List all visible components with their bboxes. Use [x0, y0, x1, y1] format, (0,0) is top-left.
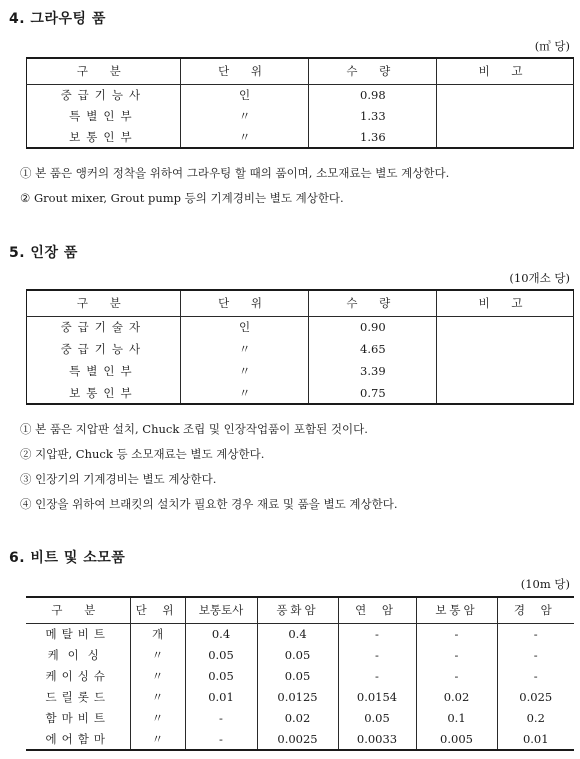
row-unit: 〃: [180, 126, 309, 148]
row-name: 에어함마: [45, 731, 110, 746]
section-4-note-1: ① 본 품은 앵커의 정착을 위하여 그라우팅 할 때의 품이며, 소모재료는 별도 계상한다.: [20, 166, 450, 180]
row-unit: 〃: [180, 382, 309, 404]
header-category: 구 분: [51, 603, 105, 618]
table-row: [27, 105, 574, 126]
section-5-title: 5. 인장 품: [9, 245, 78, 261]
header-unit: 단 위: [180, 58, 309, 84]
table-row: [26, 686, 574, 707]
row-remarks: [437, 316, 574, 338]
header-weathered-rock: 풍화암: [257, 597, 338, 623]
row-value: -: [497, 623, 574, 644]
header-unit: 단 위: [130, 597, 185, 623]
row-value: 0.0125: [257, 686, 338, 707]
row-name: 드릴롯드: [45, 689, 110, 704]
row-name: 특별인부: [69, 108, 138, 123]
row-unit: 〃: [130, 686, 185, 707]
row-name: 특별인부: [69, 364, 138, 378]
row-name: 보통인부: [69, 385, 138, 400]
row-value: 0.02: [416, 686, 497, 707]
table-row: [27, 84, 574, 105]
section-5-note-3: ③ 인장기의 기계경비는 별도 계상한다.: [20, 472, 217, 486]
table-row: [26, 623, 574, 644]
table-row: [27, 382, 574, 404]
section-5-table: [26, 289, 574, 405]
row-quantity: 4.65: [309, 338, 437, 360]
table-row: [27, 338, 574, 360]
row-value: -: [497, 665, 574, 686]
header-ordinary-soil: 보통토사: [185, 597, 257, 623]
row-value: 0.4: [185, 623, 257, 644]
section-5-note-1: ① 본 품은 지압판 설치, Chuck 조립 및 인장작업품이 포함된 것이다.: [20, 422, 368, 436]
row-unit: 〃: [180, 338, 309, 360]
table-row: [26, 707, 574, 728]
row-name: 함마비트: [45, 710, 110, 725]
row-value: -: [338, 623, 416, 644]
header-soft-rock: 연 암: [338, 597, 416, 623]
table-row: [26, 644, 574, 665]
row-name: 케이싱슈: [45, 668, 110, 683]
row-value: 0.02: [257, 707, 338, 728]
row-value: -: [497, 644, 574, 665]
row-unit: 개: [130, 623, 185, 644]
row-value: -: [185, 707, 257, 728]
row-name: 보통인부: [69, 129, 138, 144]
row-value: 0.05: [257, 665, 338, 686]
table-row: [27, 126, 574, 148]
header-ordinary-rock: 보통암: [416, 597, 497, 623]
header-remarks: 비 고: [437, 290, 574, 316]
row-value: -: [338, 644, 416, 665]
section-6-unit: (10m 당): [520, 577, 570, 591]
row-unit: 〃: [180, 360, 309, 382]
row-value: -: [416, 644, 497, 665]
row-value: 0.0033: [338, 728, 416, 750]
row-value: 0.025: [497, 686, 574, 707]
section-5-unit: (10개소 당): [509, 271, 570, 285]
row-name: 중급기능사: [60, 87, 147, 102]
row-value: -: [185, 728, 257, 750]
row-value: 0.01: [497, 728, 574, 750]
row-name: 중급기능사: [60, 342, 147, 356]
row-quantity: 3.39: [309, 360, 437, 382]
section-4-note-2: ② Grout mixer, Grout pump 등의 기계경비는 별도 계상한다.: [20, 191, 344, 205]
row-name: 케이싱: [47, 647, 108, 662]
row-unit: 인: [180, 84, 309, 105]
section-5-note-2: ② 지압판, Chuck 등 소모재료는 별도 계상한다.: [20, 447, 265, 461]
row-unit: 〃: [130, 644, 185, 665]
row-value: -: [416, 623, 497, 644]
row-value: 0.1: [416, 707, 497, 728]
section-4-table: [26, 57, 574, 149]
section-5-note-4: ④ 인장을 위하여 브래킷의 설치가 필요한 경우 재료 및 품을 별도 계상한다.: [20, 497, 398, 511]
row-remarks: [437, 105, 574, 126]
row-value: -: [338, 665, 416, 686]
row-unit: 〃: [130, 707, 185, 728]
row-quantity: 0.90: [309, 316, 437, 338]
table-row: [26, 728, 574, 750]
row-name: 메탈비트: [45, 626, 110, 641]
header-quantity: 수 량: [309, 290, 437, 316]
header-unit: 단 위: [180, 290, 309, 316]
row-value: 0.05: [185, 665, 257, 686]
row-unit: 〃: [130, 665, 185, 686]
row-quantity: 1.33: [309, 105, 437, 126]
row-remarks: [437, 382, 574, 404]
row-unit: 〃: [130, 728, 185, 750]
row-name: 중급기술자: [60, 320, 147, 335]
row-quantity: 0.98: [309, 84, 437, 105]
row-value: -: [416, 665, 497, 686]
row-value: 0.0025: [257, 728, 338, 750]
row-remarks: [437, 126, 574, 148]
row-remarks: [437, 360, 574, 382]
table-row: [27, 360, 574, 382]
section-4-unit: (㎥ 당): [534, 39, 570, 53]
header-category: 구 분: [76, 64, 130, 79]
row-quantity: 0.75: [309, 382, 437, 404]
row-value: 0.05: [257, 644, 338, 665]
row-remarks: [437, 338, 574, 360]
header-hard-rock: 경 암: [497, 597, 574, 623]
section-6-title: 6. 비트 및 소모품: [9, 550, 126, 566]
row-remarks: [437, 84, 574, 105]
row-value: 0.0154: [338, 686, 416, 707]
row-value: 0.05: [185, 644, 257, 665]
table-row: [26, 665, 574, 686]
row-value: 0.2: [497, 707, 574, 728]
row-unit: 인: [180, 316, 309, 338]
row-quantity: 1.36: [309, 126, 437, 148]
row-value: 0.05: [338, 707, 416, 728]
header-remarks: 비 고: [437, 58, 574, 84]
row-value: 0.01: [185, 686, 257, 707]
table-row: [27, 316, 574, 338]
row-value: 0.005: [416, 728, 497, 750]
section-4-title: 4. 그라우팅 품: [9, 11, 106, 27]
header-category: 구 분: [76, 296, 130, 311]
row-value: 0.4: [257, 623, 338, 644]
header-quantity: 수 량: [309, 58, 437, 84]
section-6-table: [26, 596, 574, 751]
row-unit: 〃: [180, 105, 309, 126]
